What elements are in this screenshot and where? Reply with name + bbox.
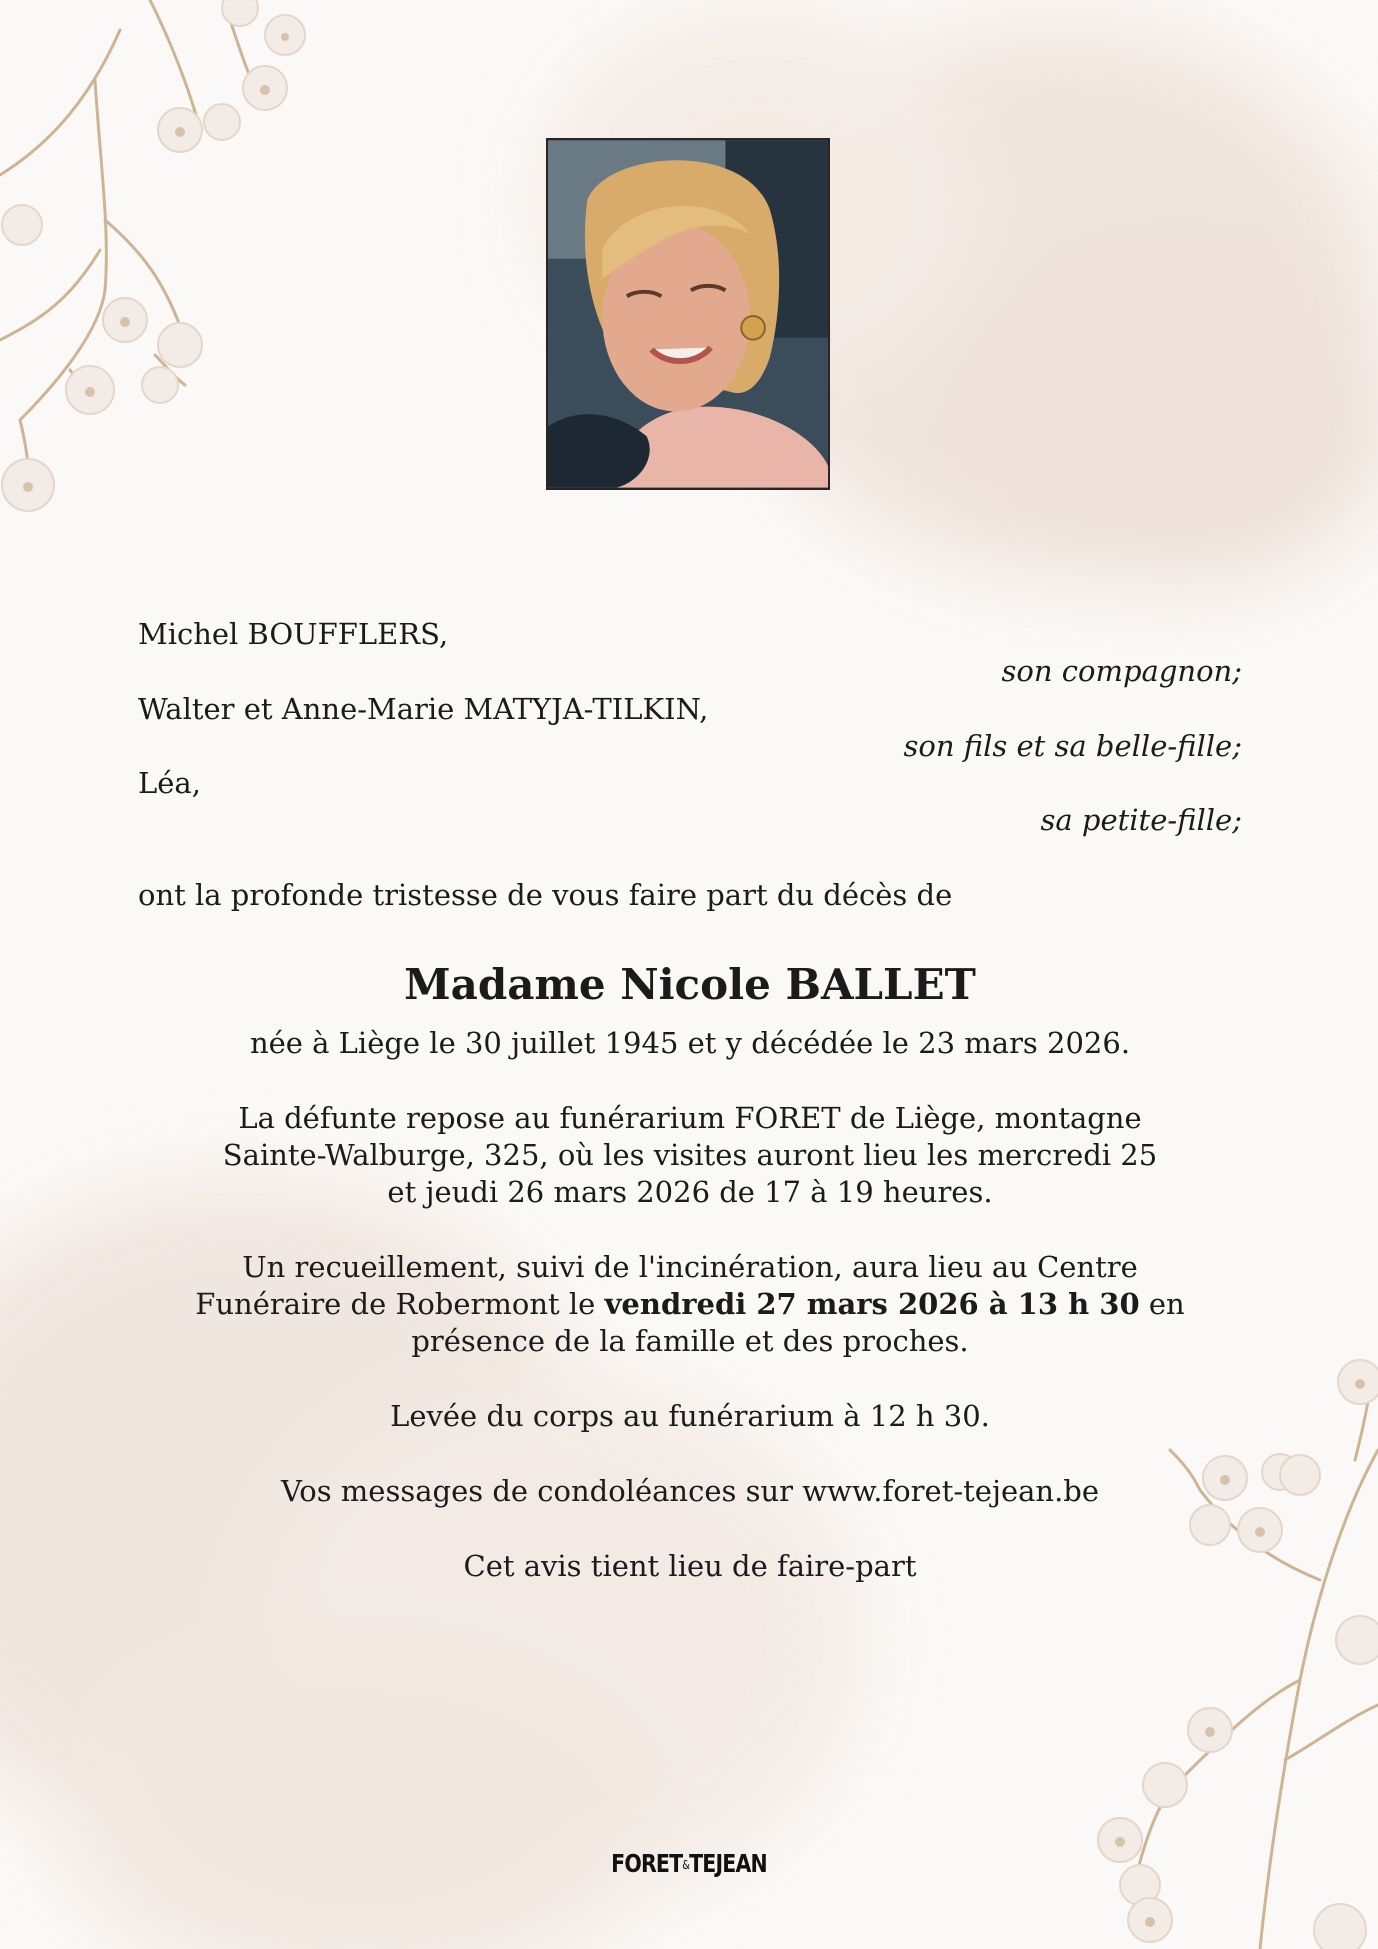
ceremony-datetime: vendredi 27 mars 2026 à 13 h 30 — [604, 1287, 1140, 1321]
visitation-line: La défunte repose au funérarium FORET de Liège, montagne — [238, 1101, 1142, 1135]
flower-branch-top-left-icon — [0, 0, 258, 480]
ceremony-info — [138, 1249, 1242, 1360]
family-member-name: Michel BOUFFLERS, — [138, 617, 449, 651]
ceremony-line: Un recueillement, suivi de l'incinération, aura lieu au Centre — [242, 1250, 1138, 1284]
deceased-life-dates: née à Liège le 30 juillet 1945 et y décédée le 23 mars 2026. — [249, 1026, 1131, 1060]
family-member-relation: son fils et sa belle-fille; — [903, 729, 1242, 763]
family-member-name: Walter et Anne-Marie MATYJA-TILKIN, — [138, 692, 709, 726]
foret-tejean-logo — [607, 1849, 771, 1878]
logo-amp: & — [682, 1858, 690, 1872]
family-member-relation: son compagnon; — [1001, 654, 1242, 688]
visitation-line: Sainte-Walburge, 325, où les visites auront lieu les mercredi 25 — [222, 1138, 1158, 1172]
portrait-image — [548, 140, 828, 488]
visitation-line: et jeudi 26 mars 2026 de 17 à 19 heures. — [387, 1175, 993, 1209]
visitation-info — [138, 1100, 1242, 1211]
deceased-portrait-photo — [546, 138, 830, 490]
ceremony-line: présence de la famille et des proches. — [411, 1324, 969, 1358]
family-member-name: Léa, — [138, 766, 201, 800]
deceased-name: Madame Nicole BALLET — [404, 960, 976, 1009]
ceremony-line-end: en — [1139, 1287, 1185, 1321]
notice-text: Cet avis tient lieu de faire-part — [463, 1549, 917, 1583]
family-member-relation: sa petite-fille; — [1040, 803, 1242, 837]
announcement-intro: ont la profonde tristesse de vous faire part du décès de — [138, 878, 953, 912]
logo-left: FORET — [611, 1849, 683, 1878]
condolences-info: Vos messages de condoléances sur www.foret-tejean.be — [280, 1474, 1100, 1508]
ceremony-location: Funéraire de Robermont le — [195, 1287, 605, 1321]
flower-blossoms-top-left-icon — [2, 0, 305, 511]
ceremony-line — [138, 1286, 1242, 1323]
logo-right: TEJEAN — [689, 1849, 767, 1878]
levee-info: Levée du corps au funérarium à 12 h 30. — [390, 1399, 990, 1433]
